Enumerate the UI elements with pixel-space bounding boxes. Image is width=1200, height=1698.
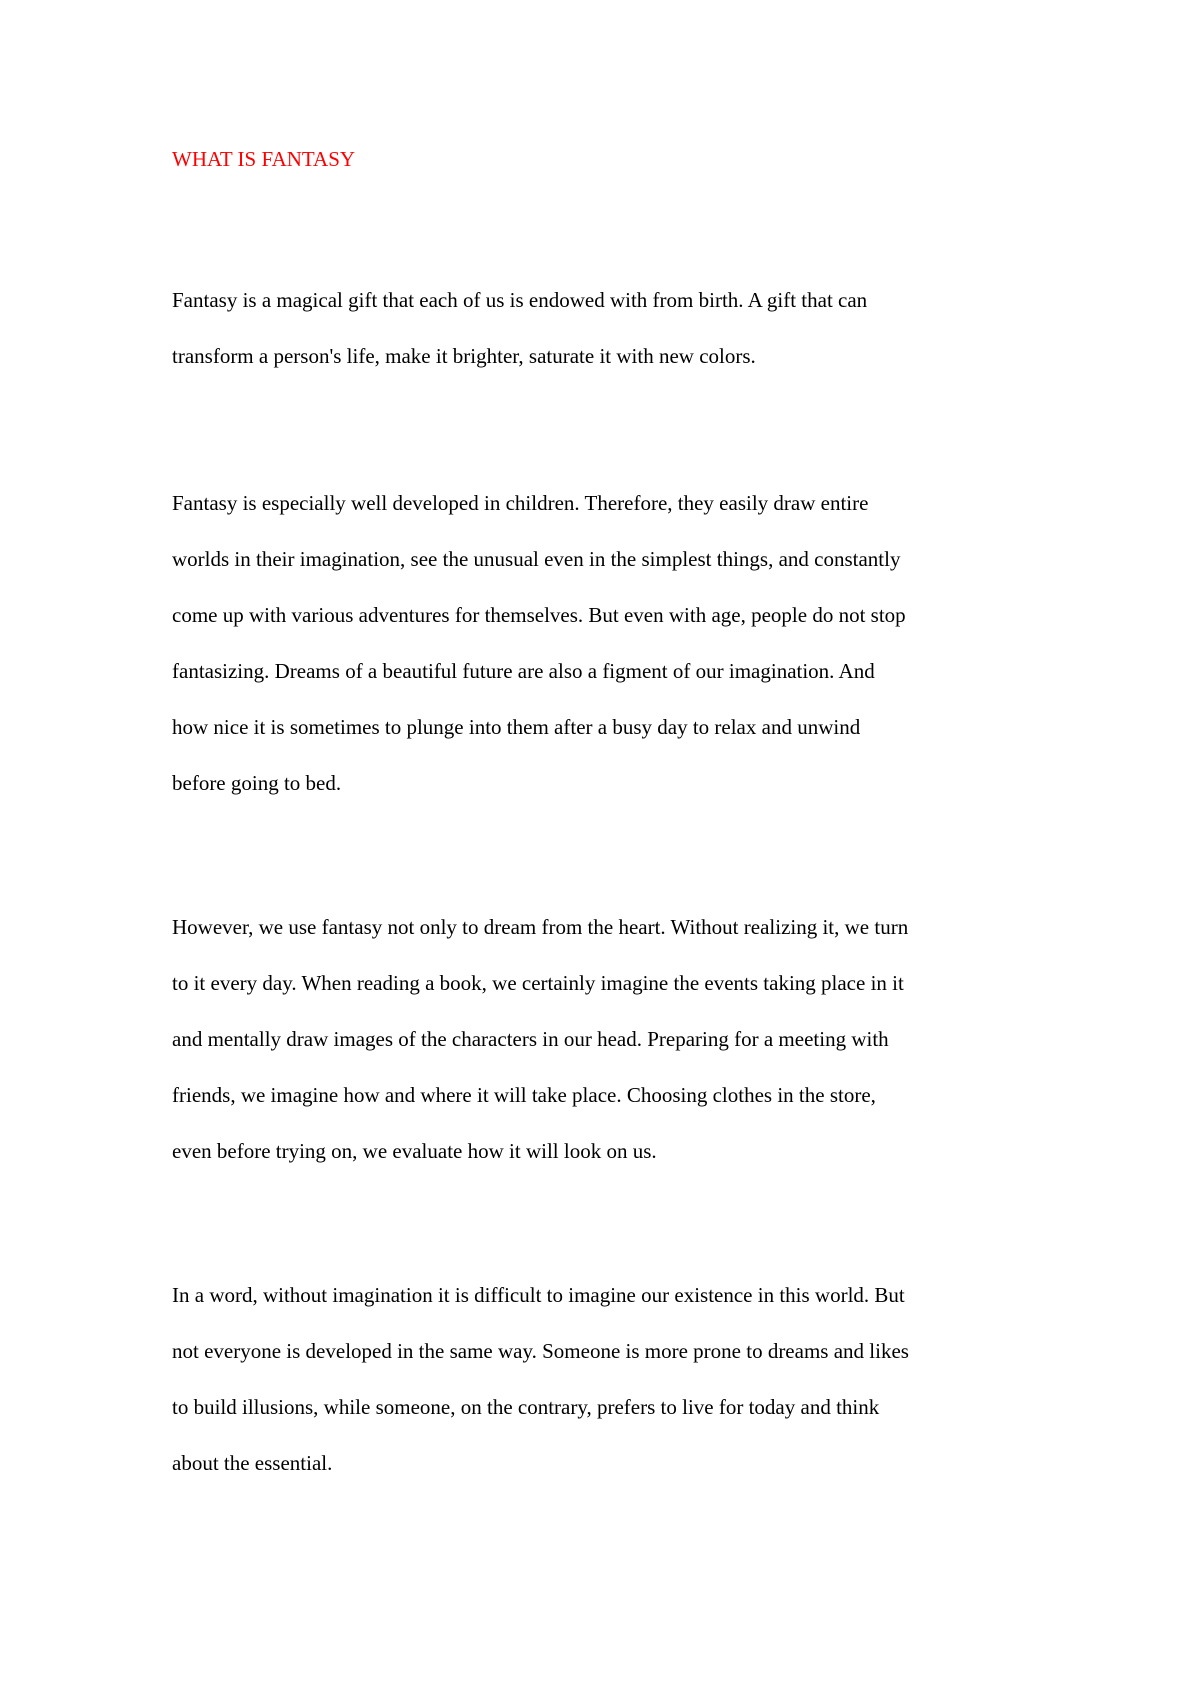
paragraph-line: not everyone is developed in the same way. Someone is more prone to dreams and likes bbox=[172, 1339, 909, 1363]
paragraph-1 bbox=[172, 287, 867, 399]
paragraph-line: Fantasy is especially well developed in children. Therefore, they easily draw entire bbox=[172, 491, 869, 515]
paragraph-line: come up with various adventures for themselves. But even with age, people do not stop bbox=[172, 603, 906, 627]
paragraph-line: about the essential. bbox=[172, 1451, 333, 1475]
paragraph-line: However, we use fantasy not only to dream from the heart. Without realizing it, we turn bbox=[172, 915, 909, 939]
paragraph-line: friends, we imagine how and where it will take place. Choosing clothes in the store, bbox=[172, 1083, 876, 1107]
paragraph-line: worlds in their imagination, see the unusual even in the simplest things, and constantly bbox=[172, 547, 901, 571]
paragraph-line: In a word, without imagination it is difficult to imagine our existence in this world. But bbox=[172, 1283, 905, 1307]
paragraph-line: fantasizing. Dreams of a beautiful future are also a figment of our imagination. And bbox=[172, 659, 875, 683]
paragraph-line: how nice it is sometimes to plunge into them after a busy day to relax and unwind bbox=[172, 715, 861, 739]
document-title: WHAT IS FANTASY bbox=[172, 147, 356, 171]
paragraph-line: even before trying on, we evaluate how it will look on us. bbox=[172, 1139, 657, 1163]
paragraph-line: transform a person's life, make it brighter, saturate it with new colors. bbox=[172, 344, 756, 368]
paragraph-line: and mentally draw images of the characters in our head. Preparing for a meeting with bbox=[172, 1027, 889, 1051]
paragraph-line: Fantasy is a magical gift that each of us is endowed with from birth. A gift that can bbox=[172, 288, 868, 312]
paragraph-line: to it every day. When reading a book, we certainly imagine the events taking place in it bbox=[172, 971, 904, 995]
paragraph-2 bbox=[172, 490, 906, 826]
paragraph-line: to build illusions, while someone, on the contrary, prefers to live for today and think bbox=[172, 1395, 880, 1419]
paragraph-3 bbox=[172, 914, 908, 1194]
paragraph-4 bbox=[172, 1282, 909, 1506]
paragraph-line: before going to bed. bbox=[172, 771, 342, 795]
